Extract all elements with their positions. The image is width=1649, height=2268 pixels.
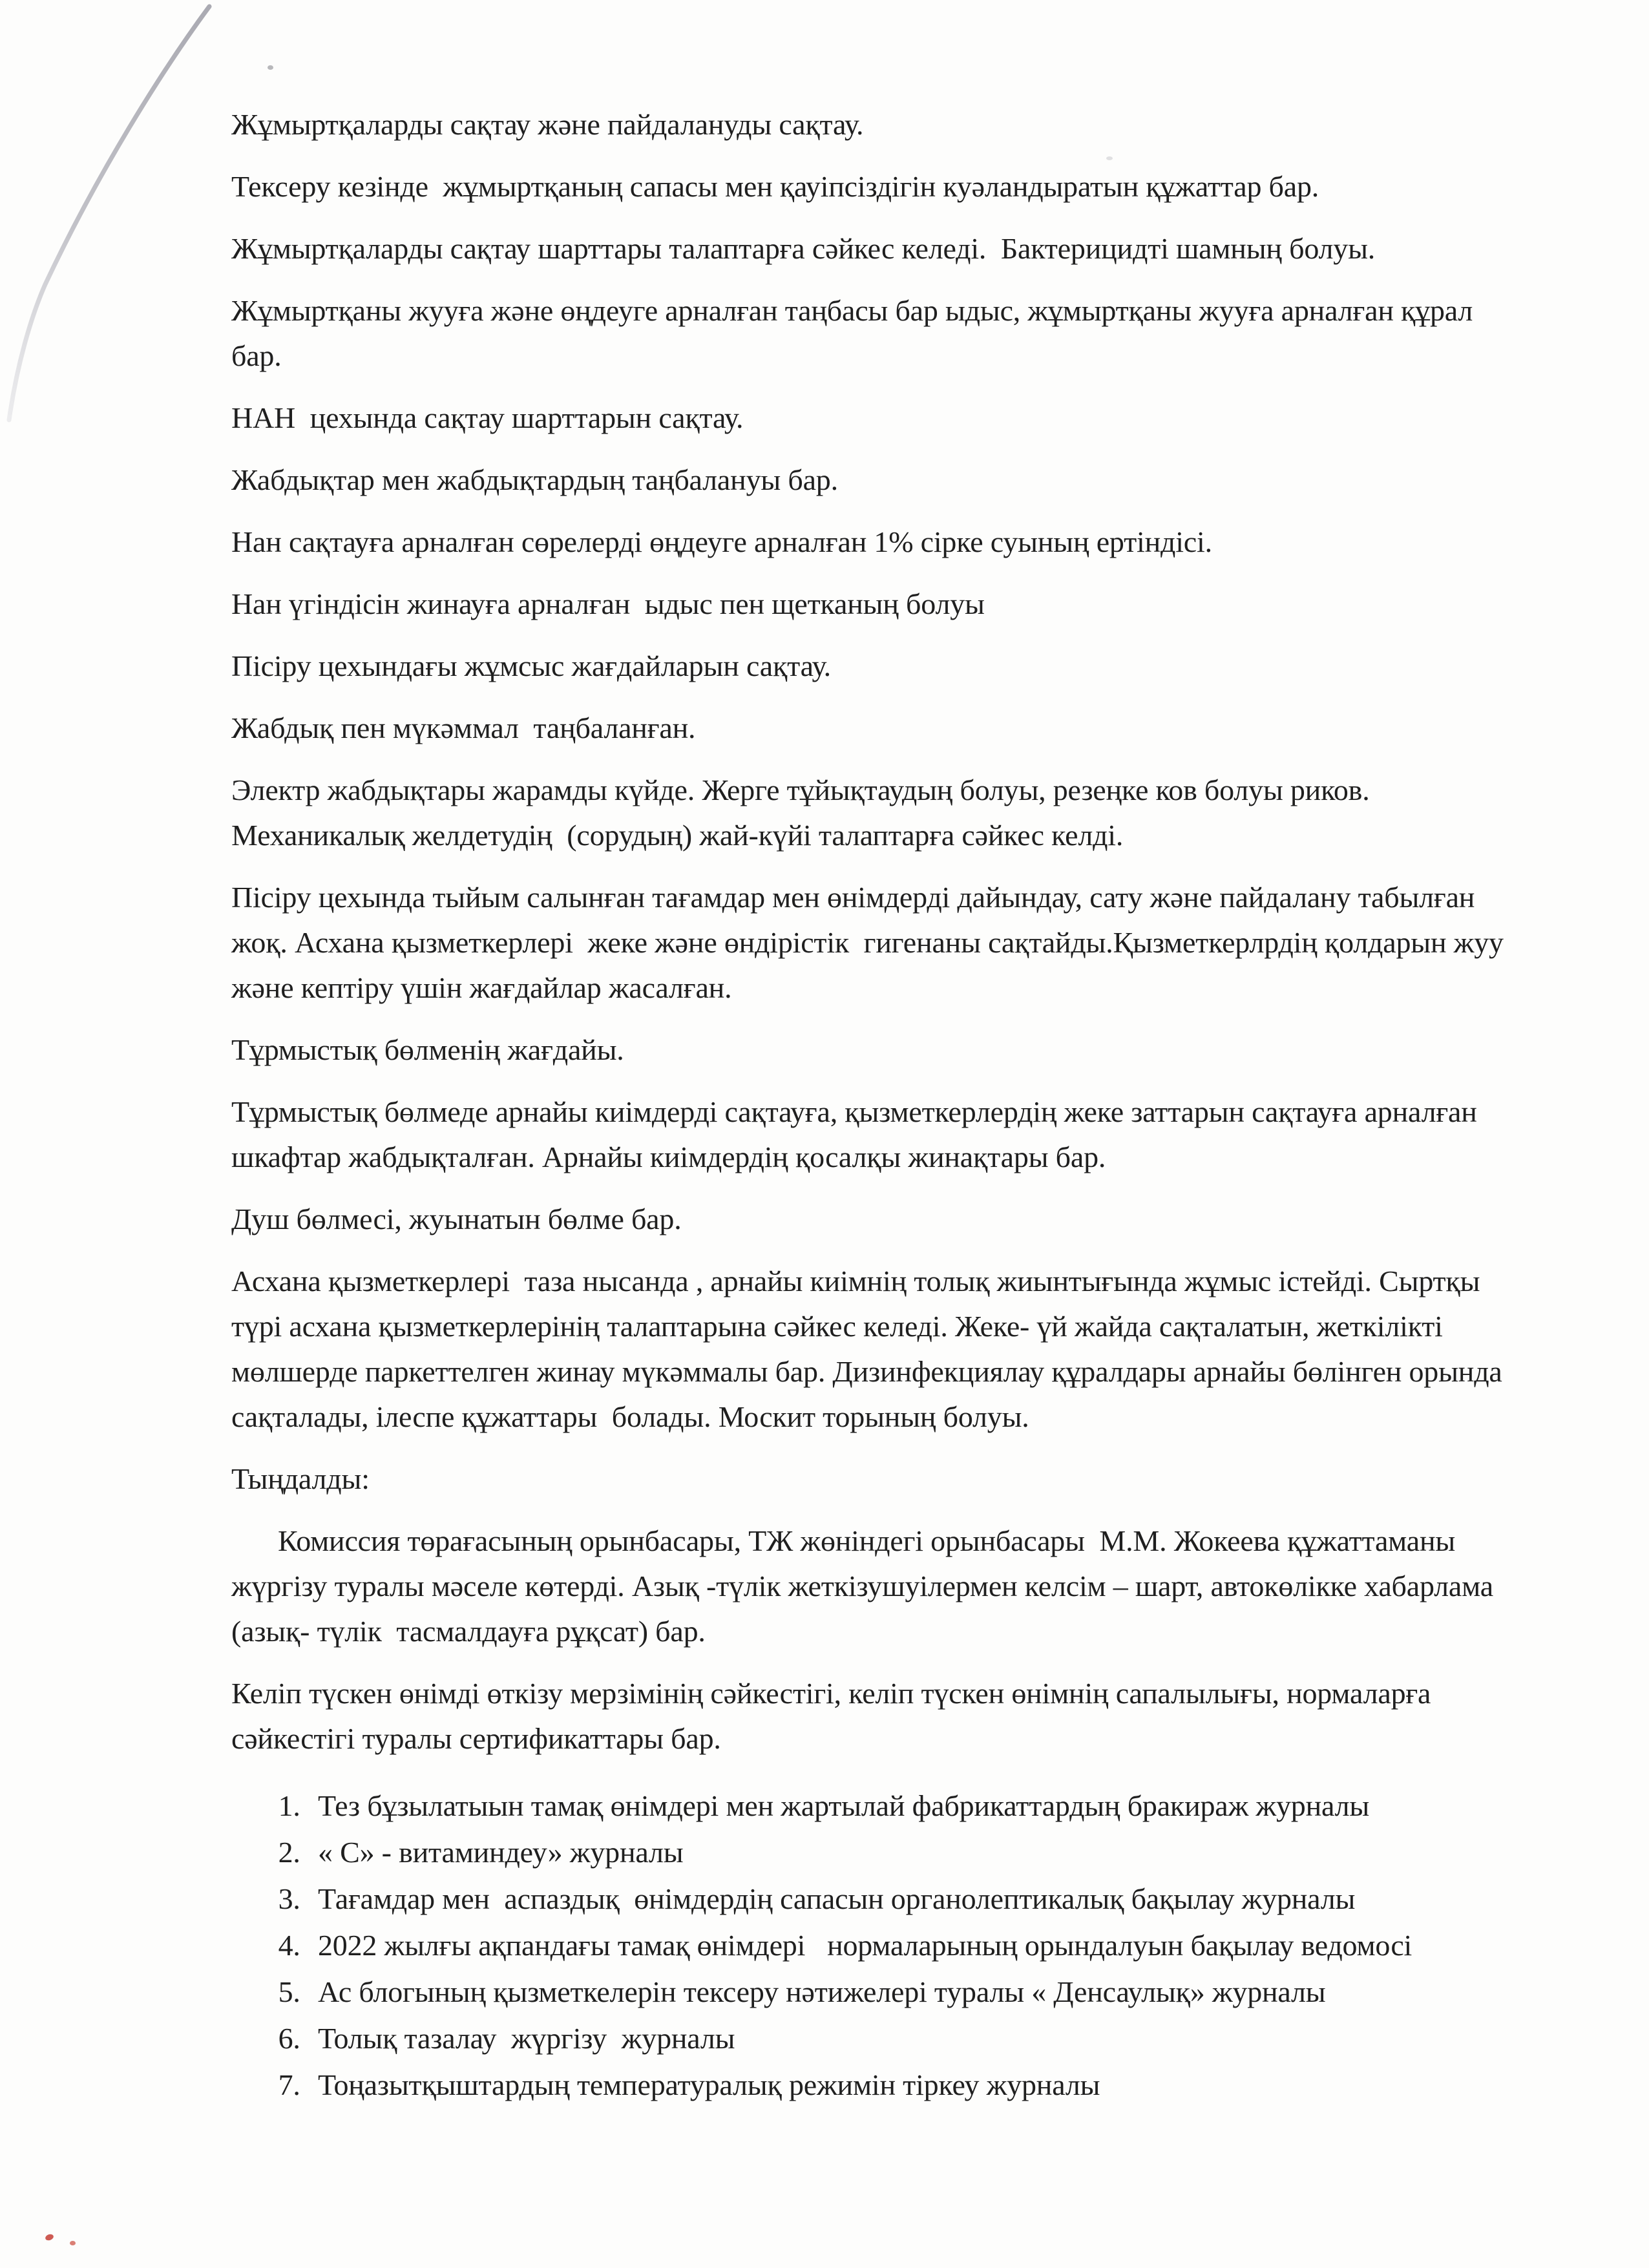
- paragraph: Жұмыртқаларды сақтау және пайдалануды сақтау.: [231, 108, 864, 141]
- paper-crease-artifact: [0, 0, 271, 465]
- list-item: 4. 2022 жылғы ақпандағы тамақ өнімдері нормаларының орындалуын бақылау ведомосі: [308, 1923, 1514, 1968]
- paragraph: Жабдықтар мен жабдықтардың таңбалануы бар.: [231, 463, 838, 496]
- list-item: 1. Тез бұзылатыын тамақ өнімдері мен жартылай фабрикаттардың бракираж журналы: [308, 1783, 1514, 1829]
- paragraph: Келіп түскен өнімді өткізу мерзімінің сәйкестігі, келіп түскен өнімнің сапалылығы, нормаларға сәйкестігі туралы сертификаттары бар.: [231, 1677, 1438, 1755]
- paragraph: Пісіру цехындағы жұмсыс жағдайларын сақтау.: [231, 649, 831, 682]
- paragraph: Тексеру кезінде жұмыртқаның сапасы мен қауіпсіздігін куәландыратын құжаттар бар.: [231, 170, 1319, 203]
- paragraph: Пісіру цехында тыйым салынған тағамдар мен өнімдерді дайындау, сату және пайдалану табылған жоқ. Асхана қызметкерлері жеке және өндірістік гигенаны сақтайды.Қызметкерлрдің қолдарын жуу және кептіру үшін жағдайлар жасалған.: [231, 881, 1511, 1004]
- paragraph: Тұрмыстық бөлменің жағдайы.: [231, 1033, 624, 1066]
- document-text-block: [231, 102, 1514, 2109]
- red-ink-speck-artifact: [70, 2241, 76, 2245]
- paragraph: Жұмыртқаларды сақтау шарттары талаптарға сәйкес келеді. Бактерицидті шамның болуы.: [231, 232, 1376, 265]
- paragraph: Душ бөлмесі, жуынатын бөлме бар.: [231, 1202, 682, 1235]
- scan-speck-artifact: [268, 65, 273, 70]
- paragraph: Нан сақтауға арналған сөрелерді өңдеуге арналған 1% сірке суының ертіндісі.: [231, 525, 1212, 558]
- paragraph: Жұмыртқаны жууға және өңдеуге арналған таңбасы бар ыдыс, жұмыртқаны жууға арналған құрал бар.: [231, 294, 1480, 372]
- paragraph: Тұрмыстық бөлмеде арнайы киімдерді сақтауға, қызметкерлердің жеке заттарын сақтауға арналған шкафтар жабдықталған. Арнайы киімдердің қосалқы жинақтары бар.: [231, 1095, 1484, 1173]
- list-item: 6. Толық тазалау жүргізу журналы: [308, 2016, 1514, 2061]
- section-heading: Тыңдалды:: [231, 1462, 370, 1495]
- list-item: 3. Тағамдар мен аспаздық өнімдердің сапасын органолептикалық бақылау журналы: [308, 1876, 1514, 1922]
- paragraph: Жабдық пен мүкәммал таңбаланған.: [231, 711, 696, 744]
- paragraph: Асхана қызметкерлері таза нысанда , арнайы киімнің толық жиынтығында жұмыс істейді. Сыртқы түрі асхана қызметкерлерінің талаптарына сәйкес келеді. Жеке- үй жайда сақталатын, жеткілікті мөлшерде паркеттелген жинау мүкәммалы бар. Дизинфекциялау құралдары арнайы бөлінген орында сақталады, ілеспе құжаттары болады. Москит торының болуы.: [231, 1265, 1509, 1433]
- journals-numbered-list: [231, 1783, 1514, 2108]
- list-item: 7. Тоңазытқыштардың температуралық режимін тіркеу журналы: [308, 2063, 1514, 2108]
- red-ink-speck-artifact: [45, 2233, 54, 2242]
- list-item: 2. « С» - витаминдеу» журналы: [308, 1830, 1514, 1875]
- paragraph: Комиссия төрағасының орынбасары, ТЖ жөніндегі орынбасары М.М. Жокеева құжаттаманы жүргізу туралы мәселе көтерді. Азық -түлік жеткізушуілермен келсім – шарт, автокөлікке хабарлама (азық- түлік тасмалдауға рұқсат) бар.: [231, 1524, 1501, 1648]
- paragraph: НАН цехында сақтау шарттарын сақтау.: [231, 401, 744, 434]
- paragraph: Нан үгіндісін жинауға арналған ыдыс пен щетканың болуы: [231, 587, 985, 620]
- list-item: 5. Ас блогының қызметкелерін тексеру нәтижелері туралы « Денсаулық» журналы: [308, 1969, 1514, 2015]
- paragraph: Электр жабдықтары жарамды күйде. Жерге тұйықтаудың болуы, резеңке ков болуы риков. Механикалық желдетудің (сорудың) жай-күйі талаптарға сәйкес келді.: [231, 773, 1377, 852]
